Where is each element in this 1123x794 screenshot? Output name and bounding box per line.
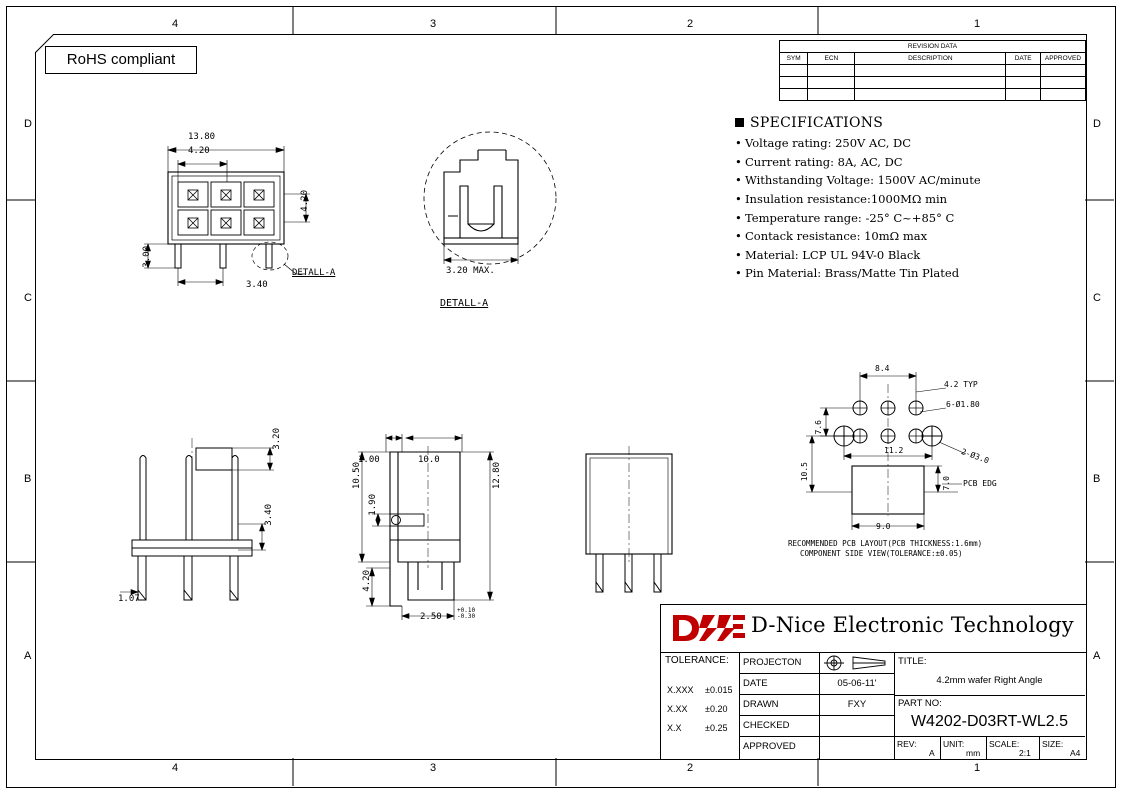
bullet-icon: • (735, 191, 742, 206)
spec-text: Temperature range: -25° C~+85° C (745, 210, 955, 225)
projection-symbol-icon (823, 655, 891, 671)
specifications-list (735, 134, 1080, 283)
front-dim-13-80: 13.80 (188, 132, 216, 142)
zone-top-4: 4 (171, 18, 179, 30)
pcb-dim-11-2: 11.2 (884, 446, 904, 455)
revision-cell (808, 65, 855, 77)
specifications-heading: SPECIFICATIONS (750, 115, 884, 131)
tb-divider-1 (739, 652, 740, 759)
revision-cell (780, 77, 808, 89)
side-right-dim-2-50: 2.50 (420, 612, 442, 622)
revision-cell (1040, 89, 1085, 101)
revision-table (779, 40, 1086, 101)
company-logo-icon (669, 611, 747, 645)
bullet-icon: • (735, 136, 742, 150)
revision-cell (1006, 89, 1041, 101)
revision-cell (855, 65, 1006, 77)
zone-bottom-4: 4 (171, 762, 179, 774)
list-item (735, 153, 1080, 172)
unit-label: UNIT: (943, 739, 965, 749)
tb-bottom-div-1 (940, 736, 941, 759)
title-block (660, 604, 1087, 760)
revision-title-row (780, 41, 1086, 53)
detail-dim-3-20-max: 3.20 MAX. (446, 266, 495, 276)
zone-bottom-1: 1 (973, 762, 981, 774)
tolerance-key-3: X.X (667, 723, 682, 733)
tolerance-value-2: ±0.20 (705, 704, 728, 714)
unit-value: mm (966, 748, 981, 758)
front-dim-4-20-top: 4.20 (188, 146, 210, 156)
zone-top-1: 1 (973, 18, 981, 30)
scale-label: SCALE: (989, 739, 1020, 749)
list-item (735, 190, 1080, 209)
pcb-dim-7-6: 7.6 (814, 420, 823, 435)
field-label-drawn: DRAWN (743, 699, 779, 710)
table-row (780, 89, 1086, 101)
front-dim-4-20-right: 4.20 (300, 190, 310, 212)
revision-header-ecn: ECN (808, 53, 855, 65)
pcb-dim-4-2-typ: 4.2 TYP (944, 380, 978, 389)
revision-cell (1040, 65, 1085, 77)
side-view-left-drawing (110, 420, 350, 620)
revision-header-description: DESCRIPTION (855, 53, 1006, 65)
list-item (735, 134, 1080, 153)
table-row (780, 65, 1086, 77)
revision-cell (1040, 77, 1085, 89)
pcb-dim-2-dia-3-0: 2-Ø3.0 (959, 447, 991, 466)
spec-text: Contack resistance: 10mΩ max (745, 229, 928, 244)
tolerance-sup: +0.10 (457, 607, 476, 614)
field-label-approved: APPROVED (743, 741, 796, 752)
front-dim-3-00: 3.00 (142, 246, 152, 268)
zone-bottom-2: 2 (686, 762, 694, 774)
field-value-date: 05-06-11' (837, 678, 877, 689)
side-right-dim-4-20: 4.20 (362, 570, 372, 592)
spec-text: Insulation resistance:1000MΩ min (745, 191, 948, 206)
zone-right-B: B (1093, 473, 1101, 485)
bullet-icon: • (735, 154, 742, 169)
side-right-dim-1-00: 1.00 (358, 455, 380, 465)
pcb-dim-8-4: 8.4 (875, 364, 890, 373)
rev-label: REV: (897, 739, 917, 749)
rear-view-drawing (570, 430, 700, 610)
list-item (735, 227, 1080, 246)
field-label-checked: CHECKED (743, 720, 790, 731)
side-right-dim-10-0: 10.0 (418, 455, 440, 465)
spec-text: Withstanding Voltage: 1500V AC/minute (745, 173, 981, 188)
spec-text: Pin Material: Brass/Matte Tin Plated (745, 266, 960, 281)
bullet-icon: • (735, 266, 742, 281)
zone-right-C: C (1093, 292, 1101, 304)
pcb-dim-10-5: 10.5 (800, 462, 809, 482)
revision-cell (808, 89, 855, 101)
spec-text: Material: LCP UL 94V-0 Black (745, 247, 921, 262)
bullet-icon: • (735, 210, 742, 225)
list-item (735, 264, 1080, 283)
tb-right-line-2 (894, 736, 1085, 737)
partno-value: W4202-D03RT-WL2.5 (910, 713, 1069, 730)
revision-cell (780, 89, 808, 101)
tolerance-sub: -0.30 (457, 613, 476, 621)
spec-text: Current rating: 8A, AC, DC (745, 154, 903, 169)
title-label: TITLE: (898, 656, 927, 667)
side-left-dim-3-20: 3.20 (272, 428, 282, 450)
revision-header-approved: APPROVED (1040, 53, 1085, 65)
pcb-dim-6-dia-1-80: 6-Ø1.80 (946, 400, 980, 409)
zone-bottom-3: 3 (429, 762, 437, 774)
revision-cell (808, 77, 855, 89)
tb-bottom-div-3 (1039, 736, 1040, 759)
size-value: A4 (1070, 748, 1081, 758)
front-view-drawing (120, 130, 370, 310)
list-item (735, 209, 1080, 228)
list-item (735, 171, 1080, 190)
detail-a-caption: DETALL-A (440, 298, 489, 309)
spec-text: Voltage rating: 250V AC, DC (745, 136, 912, 150)
tolerance-value-3: ±0.25 (705, 723, 728, 733)
side-left-dim-3-40: 3.40 (264, 504, 274, 526)
tolerance-value-1: ±0.015 (705, 685, 733, 695)
size-label: SIZE: (1042, 739, 1064, 749)
tolerance-key-1: X.XXX (667, 685, 694, 695)
zone-left-D: D (24, 118, 32, 130)
bullet-icon: • (735, 247, 742, 262)
partno-label: PART NO: (898, 698, 942, 709)
list-item (735, 246, 1080, 265)
pcb-dim-7-0: 7.0 (942, 476, 951, 491)
bullet-icon: • (735, 229, 742, 244)
rev-value: A (929, 748, 935, 758)
revision-cell (1006, 65, 1041, 77)
side-right-dim-10-50: 10.50 (352, 462, 362, 490)
tb-row-line-1 (739, 673, 894, 674)
tb-right-line-1 (894, 695, 1085, 696)
revision-cell (1006, 77, 1041, 89)
pcb-note-line-1: RECOMMENDED PCB LAYOUT(PCB THICKNESS:1.6mm) (788, 539, 983, 548)
side-right-dim-1-90: 1.90 (368, 494, 378, 516)
bullet-icon: • (735, 173, 742, 188)
side-right-tolerance (457, 608, 475, 621)
zone-top-3: 3 (429, 18, 437, 30)
side-view-right-drawing (350, 420, 550, 630)
revision-cell (855, 77, 1006, 89)
tolerance-label: TOLERANCE: (665, 655, 729, 666)
zone-left-C: C (24, 292, 32, 304)
front-dim-3-40: 3.40 (246, 280, 268, 290)
tb-row-line-4 (739, 736, 894, 737)
tb-row-line-3 (739, 715, 894, 716)
tb-row-line-2 (739, 694, 894, 695)
specifications-block (735, 115, 1080, 283)
tolerance-key-2: X.XX (667, 704, 688, 714)
title-block-logo-row (661, 605, 1086, 653)
pcb-edge-label: PCB EDG (963, 479, 997, 488)
side-left-dim-1-07: 1.07 (118, 594, 140, 604)
zone-right-A: A (1093, 650, 1101, 662)
zone-right-D: D (1093, 118, 1101, 130)
rohs-compliant-label: RoHS compliant (45, 46, 197, 74)
revision-header-row (780, 53, 1086, 65)
zone-left-A: A (24, 650, 32, 662)
specifications-heading-row (735, 115, 1080, 131)
pcb-note-line-2: COMPONENT SIDE VIEW(TOLERANCE:±0.05) (800, 549, 963, 558)
revision-cell (855, 89, 1006, 101)
zone-left-B: B (24, 473, 32, 485)
revision-title: REVISION DATA (780, 41, 1086, 53)
scale-value: 2:1 (1019, 748, 1031, 758)
tb-bottom-div-2 (986, 736, 987, 759)
front-detail-leader-label: DETALL-A (292, 268, 336, 278)
table-row (780, 77, 1086, 89)
field-value-drawn: FXY (847, 699, 867, 710)
zone-top-2: 2 (686, 18, 694, 30)
detail-a-drawing (400, 120, 590, 300)
field-label-date: DATE (743, 678, 768, 689)
pcb-layout-drawing (790, 358, 1080, 548)
filled-square-icon (735, 118, 744, 127)
revision-cell (780, 65, 808, 77)
title-value: 4.2mm wafer Right Angle (936, 675, 1043, 686)
revision-header-sym: SYM (780, 53, 808, 65)
company-name: D-Nice Electronic Technology (751, 613, 1074, 637)
field-label-projecton: PROJECTON (743, 657, 802, 668)
pcb-dim-9-0: 9.0 (876, 522, 891, 531)
side-right-dim-12-80: 12.80 (492, 462, 502, 490)
revision-header-date: DATE (1006, 53, 1041, 65)
